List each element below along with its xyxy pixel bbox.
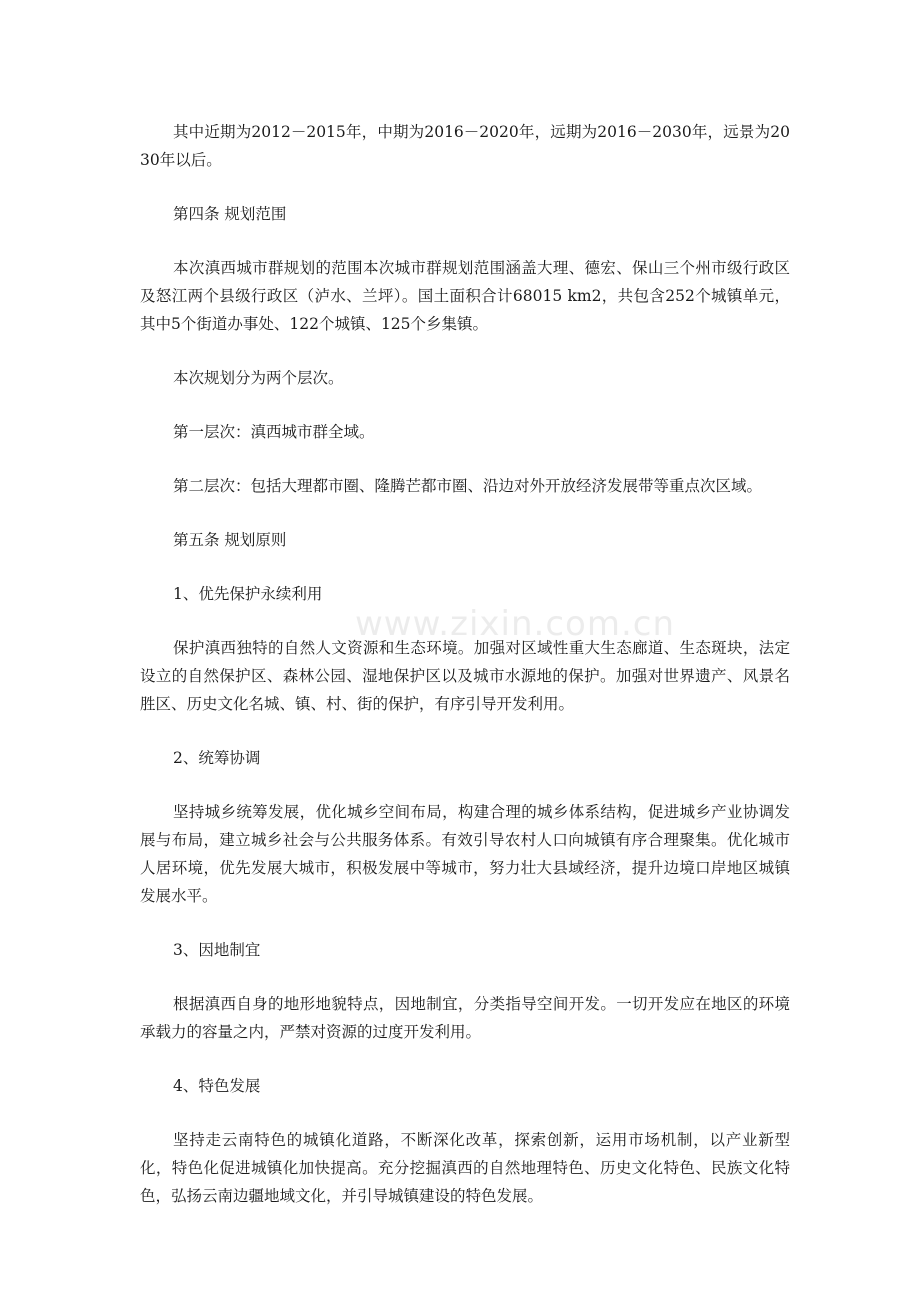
- principle-4-paragraph: 坚持走云南特色的城镇化道路，不断深化改革，探索创新，运用市场机制，以产业新型化，特色化促进城镇化加快提高。充分挖掘滇西的自然地理特色、历史文化特色、民族文化特色，弘扬云南边疆地域文化，并引导城镇建设的特色发展。: [140, 1131, 790, 1205]
- principle-4-heading: 4、特色发展: [173, 1077, 261, 1095]
- principle-1-paragraph: 保护滇西独特的自然人文资源和生态环境。加强对区域性重大生态廊道、生态斑块，法定设立的自然保护区、森林公园、湿地保护区以及城市水源地的保护。加强对世界遗产、风景名胜区、历史文化名城、镇、村、街的保护，有序引导开发利用。: [140, 639, 790, 713]
- article-4-heading: 第四条 规划范围: [173, 205, 287, 223]
- principle-1-heading: 1、优先保护永续利用: [173, 585, 323, 603]
- article-5-heading: 第五条 规划原则: [173, 531, 287, 549]
- principle-2-heading: 2、统筹协调: [173, 749, 261, 767]
- levels-paragraph: 本次规划分为两个层次。: [173, 369, 344, 387]
- principle-2-paragraph: 坚持城乡统筹发展，优化城乡空间布局，构建合理的城乡体系结构，促进城乡产业协调发展与布局，建立城乡社会与公共服务体系。有效引导农村人口向城镇有序合理聚集。优化城市人居环境，优先发展大城市，积极发展中等城市，努力壮大县域经济，提升边境口岸地区城镇发展水平。: [140, 803, 790, 905]
- level-two-paragraph: 第二层次：包括大理都市圈、隆腾芒都市圈、沿边对外开放经济发展带等重点次区域。: [173, 477, 763, 495]
- principle-3-paragraph: 根据滇西自身的地形地貌特点，因地制宜，分类指导空间开发。一切开发应在地区的环境承载力的容量之内，严禁对资源的过度开发利用。: [140, 995, 790, 1041]
- document-body: [140, 118, 790, 1236]
- scope-paragraph: 本次滇西城市群规划的范围本次城市群规划范围涵盖大理、德宏、保山三个州市级行政区及怒江两个县级行政区（泸水、兰坪）。国土面积合计68015 km2，共包含252个城镇单元，其中5个街道办事处、122个城镇、125个乡集镇。: [140, 259, 790, 333]
- principle-3-heading: 3、因地制宜: [173, 941, 261, 959]
- period-paragraph: 其中近期为2012－2015年，中期为2016－2020年，远期为2016－2030年，远景为2030年以后。: [140, 123, 790, 169]
- watermark: www.zixin.com.cn: [355, 604, 675, 644]
- level-one-paragraph: 第一层次：滇西城市群全域。: [173, 423, 375, 441]
